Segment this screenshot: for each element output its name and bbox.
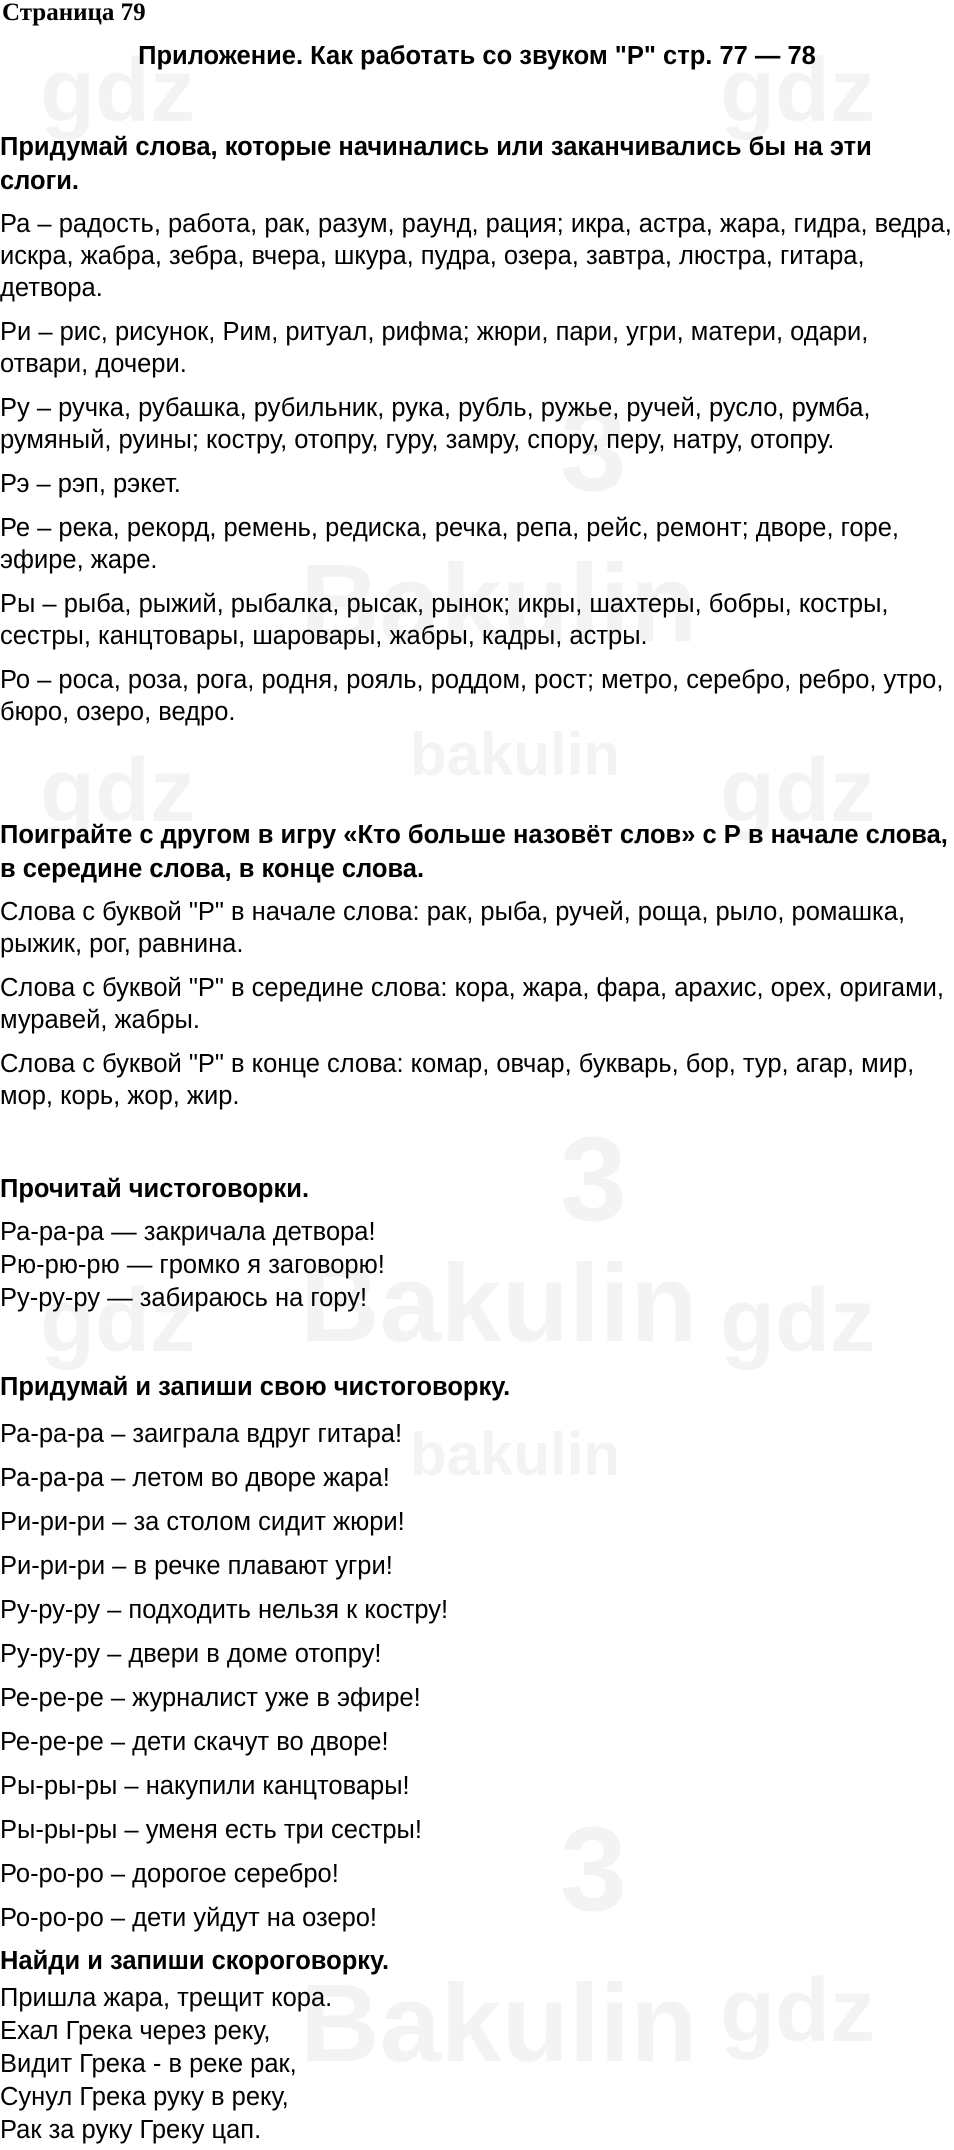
rhyme-line: Ра-ра-ра — закричала детвора! xyxy=(0,1218,376,1246)
paragraph-ro: Ро – роса, роза, рога, родня, рояль, роддом, рост; метро, серебро, ребро, утро, бюро, озеро, ведро. xyxy=(0,666,944,726)
paragraph-ry: Ры – рыба, рыжий, рыбалка, рысак, рынок; икры, шахтеры, бобры, костры, сестры, канцтовары, шаровары, жабры, кадры, астры. xyxy=(0,590,889,650)
twister-line: Видит Грека - в реке рак, xyxy=(0,2050,297,2078)
section-read-tongue-rhymes xyxy=(0,1172,952,1315)
section-heading: Найди и запиши скороговорку. xyxy=(0,1947,390,1975)
page-title: Приложение. Как работать со звуком "Р" стр. 77 — 78 xyxy=(138,42,816,70)
rhyme-line: Рю-рю-рю — громко я заговорю! xyxy=(0,1251,385,1279)
paragraph-ru: Ру – ручка, рубашка, рубильник, рука, рубль, ружье, ручей, русло, румба, румяный, руины; костру, отопру, гуру, замру, спору, перу, натру, отопру. xyxy=(0,394,871,454)
rhyme-line: Ры-ры-ры – уменя есть три сестры! xyxy=(0,1816,422,1844)
section-own-tongue-rhyme xyxy=(0,1370,952,1940)
rhyme-line: Ре-ре-ре – дети скачут во дворе! xyxy=(0,1728,389,1756)
section-heading: Придумай слова, которые начинались или заканчивались бы на эти слоги. xyxy=(0,133,872,195)
section-heading: Прочитай чистоговорки. xyxy=(0,1175,310,1203)
paragraph-end-words: Слова с буквой "Р" в конце слова: комар, овчар, букварь, бор, тур, агар, мир, мор, корь, жор, жир. xyxy=(0,1050,915,1110)
section-syllable-words xyxy=(0,130,952,728)
rhyme-line: Ра-ра-ра – заиграла вдруг гитара! xyxy=(0,1420,403,1448)
section-tongue-twister xyxy=(0,1944,952,2147)
twister-line: Пришла жара, трещит кора. xyxy=(0,1984,333,2012)
rhyme-line: Ри-ри-ри – за столом сидит жюри! xyxy=(0,1508,405,1536)
rhyme-line: Ро-ро-ро – дорогое серебро! xyxy=(0,1860,339,1888)
paragraph-middle-words: Слова с буквой "Р" в середине слова: кора, жара, фара, арахис, орех, оригами, муравей, жабры. xyxy=(0,974,944,1034)
rhyme-line: Ре-ре-ре – журналист уже в эфире! xyxy=(0,1684,421,1712)
paragraph-re-e: Рэ – рэп, рэкет. xyxy=(0,470,181,498)
paragraph-ra: Ра – радость, работа, рак, разум, раунд, рация; икра, астра, жара, гидра, ведра, искра, жабра, зебра, вчера, шкура, пудра, озера, завтра, люстра, гитара, детвора. xyxy=(0,210,952,302)
paragraph-start-words: Слова с буквой "Р" в начале слова: рак, рыба, ручей, роща, рыло, ромашка, рыжик, рог, равнина. xyxy=(0,898,906,958)
twister-line: Рак за руку Греку цап. xyxy=(0,2116,262,2144)
paragraph-re: Ре – река, рекорд, ремень, редиска, речка, репа, рейс, ремонт; дворе, горе, эфире, жаре. xyxy=(0,514,899,574)
twister-line: Сунул Грека руку в реку, xyxy=(0,2083,289,2111)
twister-line: Ехал Грека через реку, xyxy=(0,2017,271,2045)
rhyme-line: Ру-ру-ру – двери в доме отопру! xyxy=(0,1640,382,1668)
section-word-game xyxy=(0,818,952,1112)
rhyme-line: Ру-ру-ру — забираюсь на гору! xyxy=(0,1284,368,1312)
rhyme-line: Ра-ра-ра – летом во дворе жара! xyxy=(0,1464,390,1492)
rhyme-line: Ро-ро-ро – дети уйдут на озеро! xyxy=(0,1904,378,1932)
page-number-label: Страница 79 xyxy=(2,0,146,26)
rhyme-line: Ри-ри-ри – в речке плавают угри! xyxy=(0,1552,393,1580)
paragraph-ri: Ри – рис, рисунок, Рим, ритуал, рифма; жюри, пари, угри, матери, одари, отвари, дочери. xyxy=(0,318,869,378)
section-heading: Поиграйте с другом в игру «Кто больше назовёт слов» с Р в начале слова, в середине слова, в конце слова. xyxy=(0,821,948,883)
rhyme-line: Ру-ру-ру – подходить нельзя к костру! xyxy=(0,1596,449,1624)
section-heading: Придумай и запиши свою чистоговорку. xyxy=(0,1373,511,1401)
rhyme-line: Ры-ры-ры – накупили канцтовары! xyxy=(0,1772,410,1800)
watermark-bakulin-small xyxy=(410,720,620,789)
